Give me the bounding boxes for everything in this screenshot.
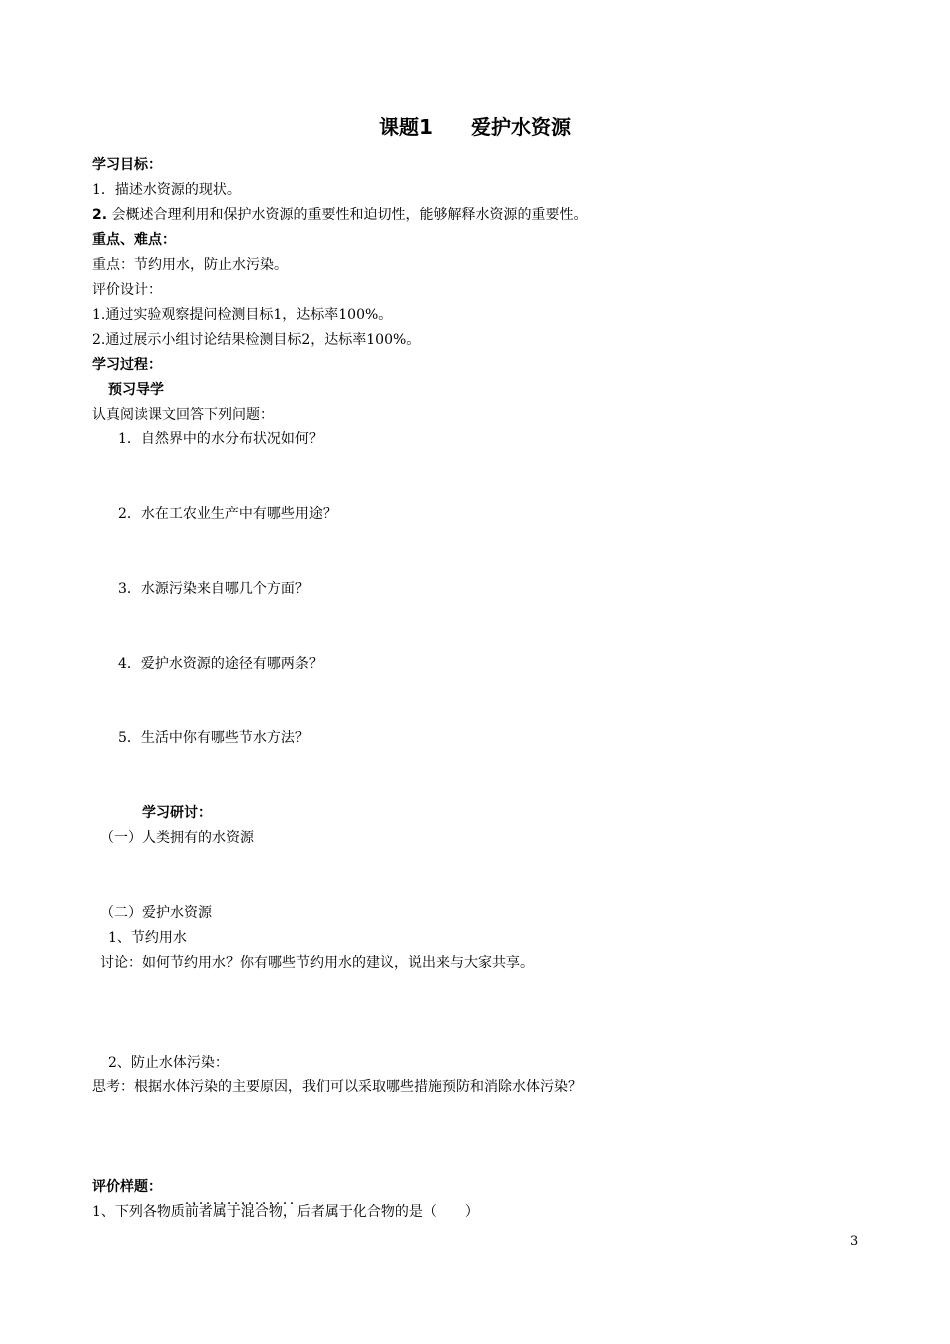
- preview-question: 1．自然界中的水分布状况如何？: [118, 431, 323, 447]
- sample-heading: 评价样题：: [92, 1179, 162, 1195]
- study-think: 思考：根据水体污染的主要原因，我们可以采取哪些措施预防和消除水体污染？: [92, 1079, 582, 1095]
- study-heading: 学习研讨：: [142, 805, 212, 821]
- sample-question-1: [92, 1203, 479, 1221]
- study-part-1: （一）人类拥有的水资源: [100, 830, 254, 846]
- sample-q1-prefix: 1、下列各物质: [92, 1204, 185, 1220]
- objective-1: 1．描述水资源的现状。: [92, 182, 241, 198]
- preview-question: 4．爱护水资源的途径有哪两条？: [118, 656, 323, 672]
- evaluation-item-1: 1.通过实验观察提问检测目标1，达标率100%。: [92, 307, 393, 323]
- study-part-2: （二）爱护水资源: [100, 905, 212, 921]
- keypoints-text: 重点：节约用水，防止水污染。: [92, 257, 288, 273]
- sample-q1-emphasis: 前者属于混合物，后者属于化合物 ．．．．．．．．．．．．．．．．: [185, 1204, 395, 1220]
- sample-q1-suffix: 的是（ ）: [394, 1204, 479, 1220]
- preview-instruction: 认真阅读课文回答下列问题：: [92, 407, 274, 423]
- page-title: [0, 114, 950, 140]
- preview-question: 3．水源污染来自哪几个方面？: [118, 581, 309, 597]
- objectives-heading: 学习目标：: [92, 157, 162, 173]
- study-discussion: 讨论：如何节约用水？你有哪些节约用水的建议，说出来与大家共享。: [100, 955, 534, 971]
- page-number: 3: [850, 1234, 859, 1249]
- preview-heading: 预习导学: [108, 382, 164, 398]
- objective-2: [92, 206, 588, 224]
- study-sub-1: 1、节约用水: [108, 930, 187, 946]
- evaluation-item-2: 2.通过展示小组讨论结果检测目标2，达标率100%。: [92, 332, 421, 348]
- title-number: 课题1: [379, 115, 433, 139]
- keypoints-heading: 重点、难点：: [92, 232, 176, 248]
- preview-question: 5．生活中你有哪些节水方法？: [118, 730, 309, 746]
- title-text: 爱护水资源: [470, 115, 571, 139]
- preview-question: 2．水在工农业生产中有哪些用途？: [118, 506, 337, 522]
- process-heading: 学习过程：: [92, 357, 162, 373]
- objective-2-number: 2.: [92, 207, 108, 223]
- evaluation-heading: 评价设计：: [92, 282, 162, 298]
- objective-2-text: 会概述合理利用和保护水资源的重要性和迫切性，能够解释水资源的重要性。: [107, 207, 588, 223]
- study-sub-2: 2、防止水体污染：: [108, 1055, 229, 1071]
